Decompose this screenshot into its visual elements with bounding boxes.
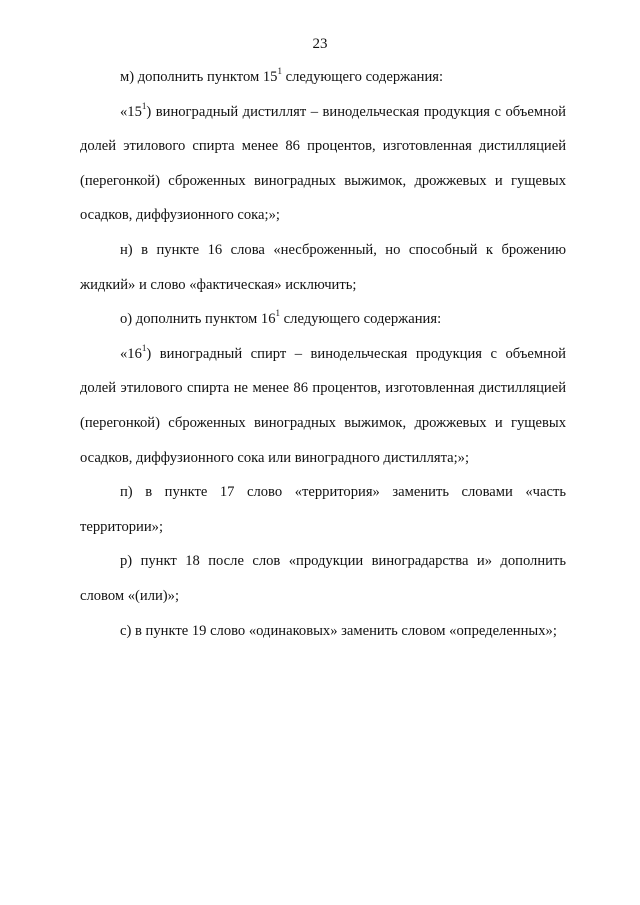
paragraph-definition-16-1: «$16^1$) виноградный спирт – винодельческая продукция с объемной долей этилового спирта не менее 86 процентов, изготовленная дистилляцией (перегонкой) сброженных виноградных выжимок, дрожжевых и гущевых осадков, диффузионного сока или виноградного дистиллята;»; bbox=[80, 342, 566, 466]
paragraph-m: м) дополнить пунктом $15^1$ следующего содержания: bbox=[120, 66, 444, 85]
paragraph-p: п) в пункте 17 слово «территория» заменить словами «часть территории»; bbox=[80, 484, 566, 535]
paragraph-definition-15-1: «$15^1$) виноградный дистиллят – винодельческая продукция с объемной долей этилового спирта менее 86 процентов, изготовленная дистилляцией (перегонкой) сброженных виноградных выжимок, дрожжевых и гущевых осадков, диффузионного сока;»; bbox=[80, 100, 566, 224]
page-number: 23 bbox=[312, 36, 328, 52]
paragraph-s: с) в пункте 19 слово «одинаковых» заменить словом «определенных»; bbox=[120, 622, 557, 639]
document-body bbox=[80, 60, 566, 648]
paragraph-r: р) пункт 18 после слов «продукции виноградарства и» дополнить словом «(или)»; bbox=[80, 553, 566, 604]
paragraph-n: н) в пункте 16 слова «несброженный, но способный к брожению жидкий» и слово «фактическая» исключить; bbox=[80, 241, 566, 293]
paragraph-o: о) дополнить пунктом $16^1$ следующего содержания: bbox=[120, 308, 442, 328]
